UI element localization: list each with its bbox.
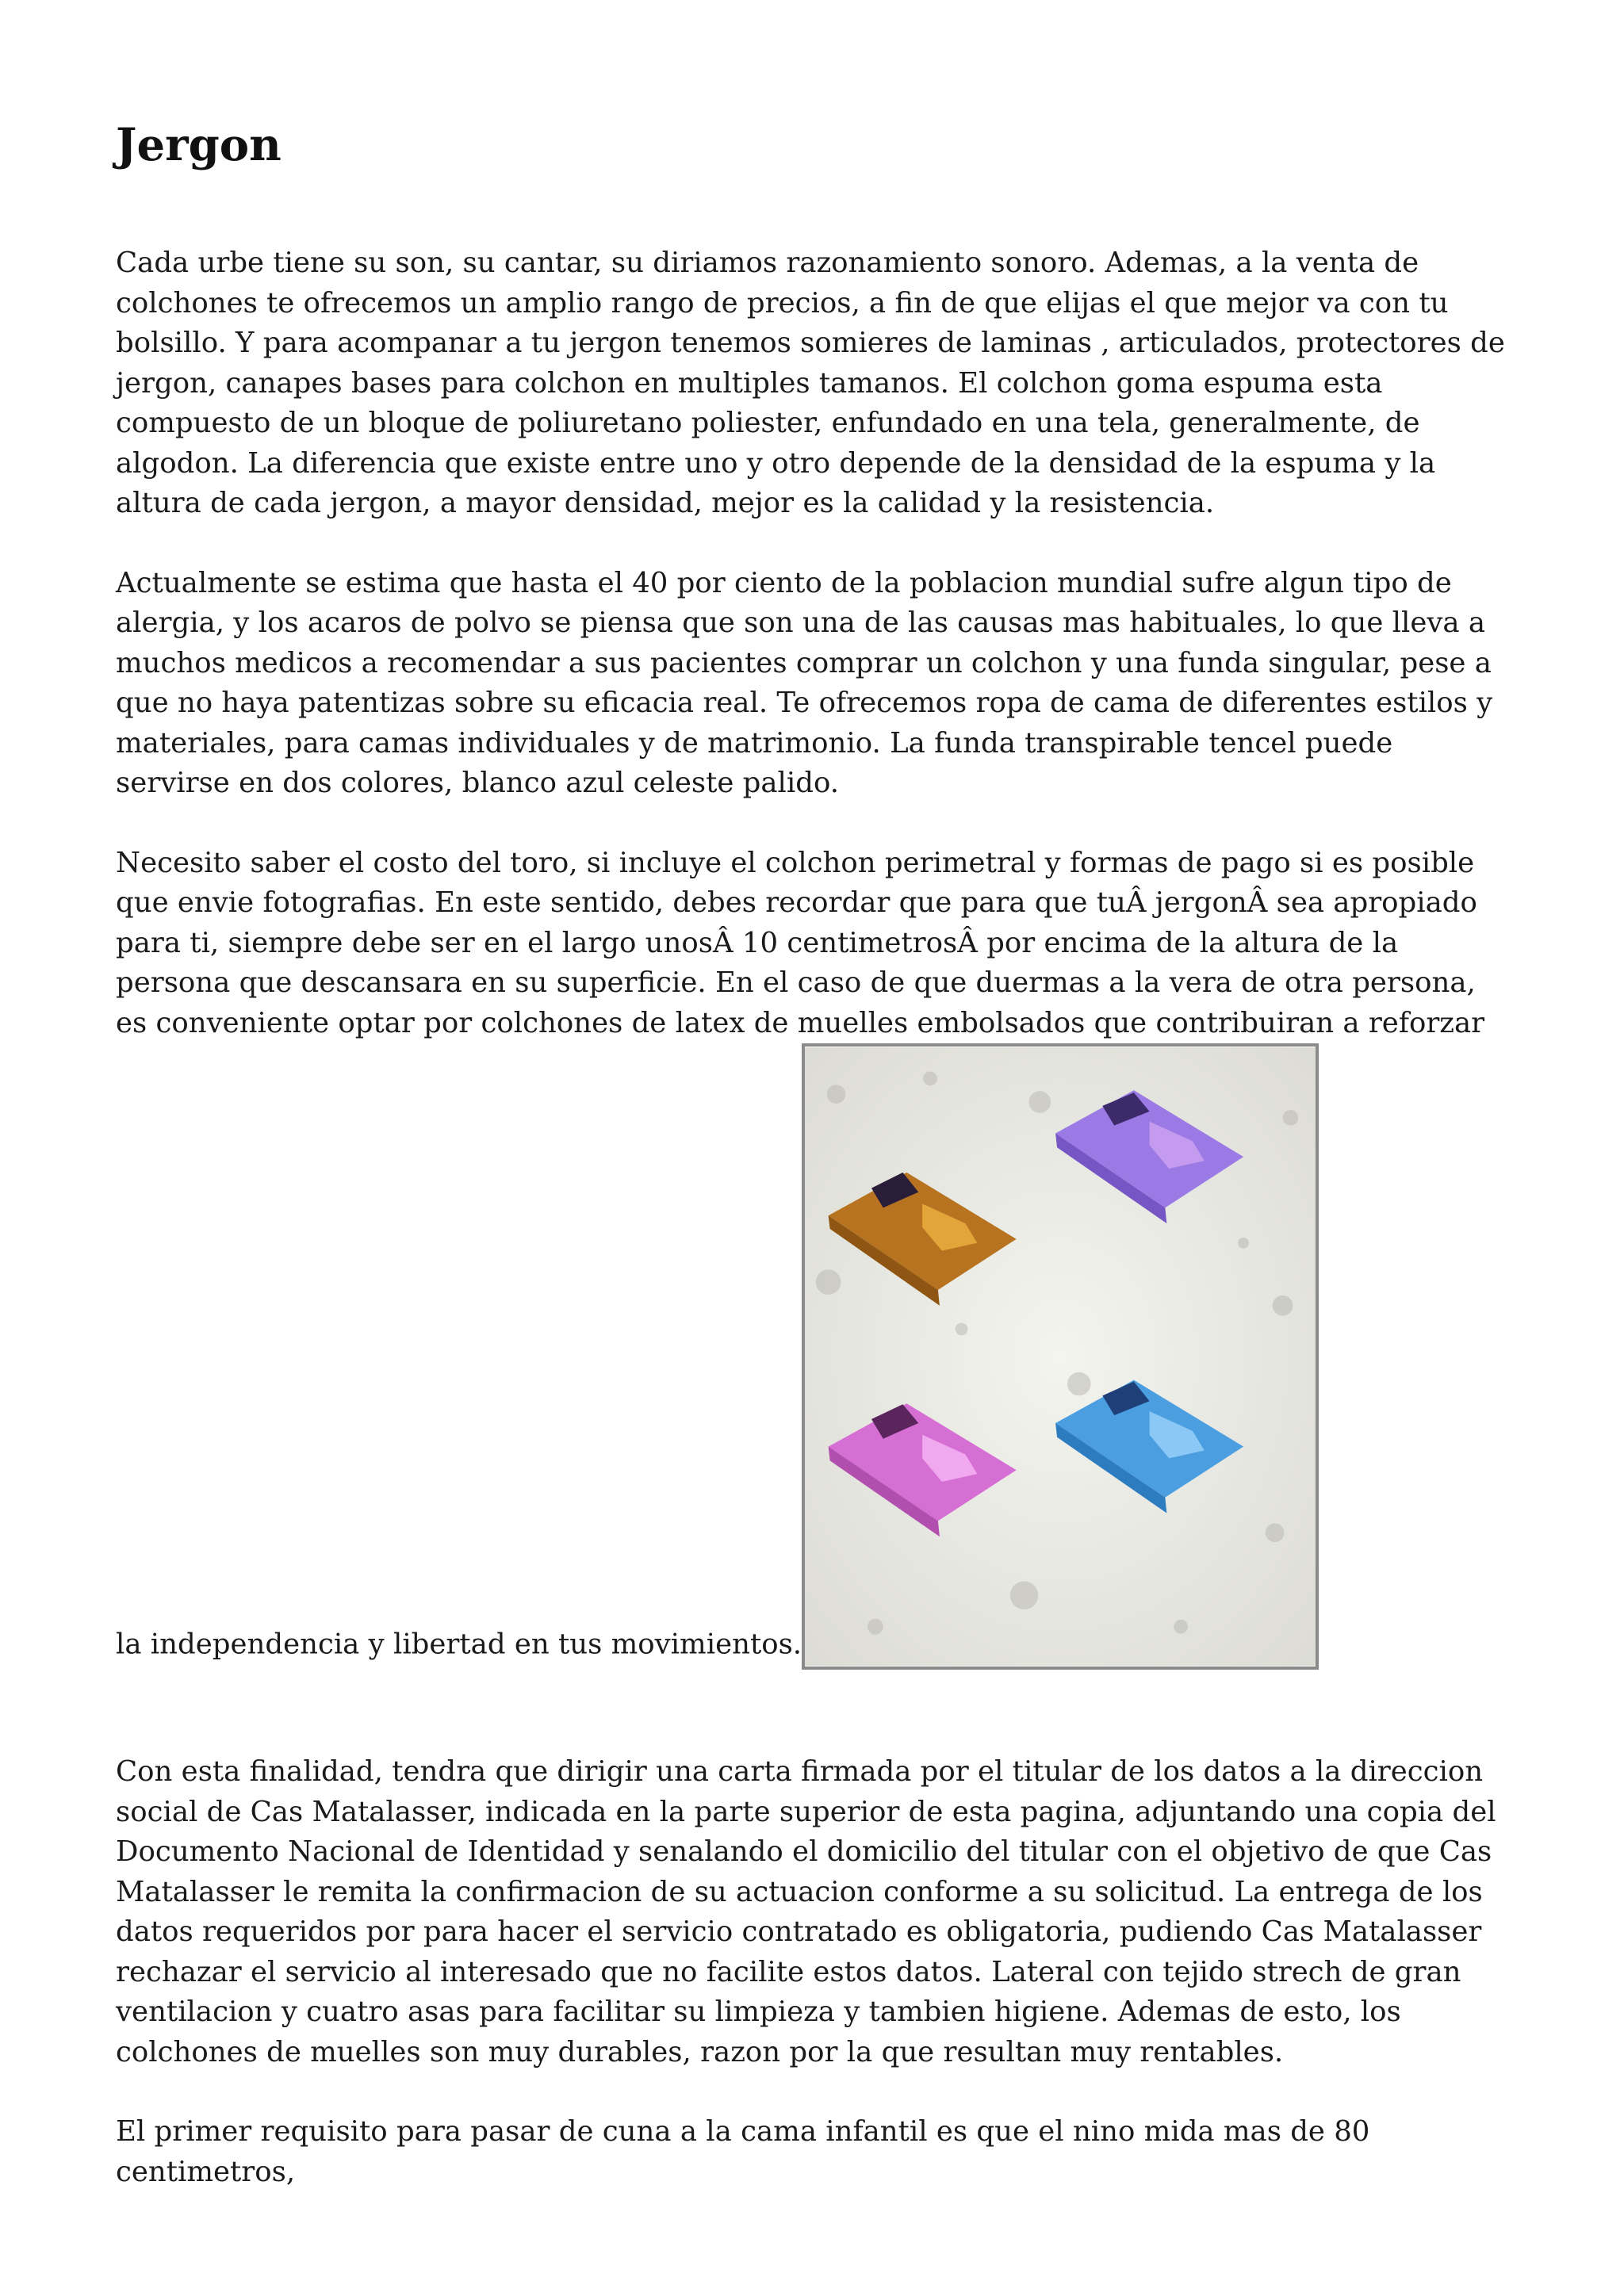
paragraph-2: Actualmente se estima que hasta el 40 por ciento de la poblacion mundial sufre algun tipo de alergia, y los acaros de polvo se piensa que son una de las causas mas habituales, lo que lleva a muchos medicos a recomendar a sus pacientes comprar un colchon y una funda singular, pese a que no haya patentizas sobre su eficacia real. Te ofrecemos ropa de cama de diferentes estilos y materiales, para camas individuales y de matrimonio. La funda transpirable tencel puede servirse en dos colores, blanco azul celeste palido. bbox=[116, 566, 1493, 800]
paragraph-3 bbox=[116, 844, 1511, 1666]
page-title: Jergon bbox=[116, 119, 282, 171]
paragraph-1: Cada urbe tiene su son, su cantar, su diriamos razonamiento sonoro. Ademas, a la venta de colchones te ofrecemos un amplio rango de precios, a fin de que elijas el que mejor va con tu bolsillo. Y para acompanar a tu jergon tenemos somieres de laminas , articulados, protectores de jergon, canapes bases para colchon en multiples tamanos. El colchon goma espuma esta compuesto de un bloque de poliuretano poliester, enfundado en una tela, generalmente, de algodon. La diferencia que existe entre uno y otro depende de la densidad de la espuma y la altura de cada jergon, a mayor densidad, mejor es la calidad y la resistencia. bbox=[116, 247, 1505, 520]
article bbox=[116, 119, 1511, 2232]
paragraph-4: Con esta finalidad, tendra que dirigir una carta firmada por el titular de los datos a la direccion social de Cas Matalasser, indicada en la parte superior de esta pagina, adjuntando una copia del Documento Nacional de Identidad y senalando el domicilio del titular con el objetivo de que Cas Matalasser le remita la confirmacion de su actuacion conforme a su solicitud. La entrega de los datos requeridos por para hacer el servicio contratado es obligatoria, pudiendo Cas Matalasser rechazar el servicio al interesado que no facilite estos datos. Lateral con tejido strech de gran ventilacion y cuatro asas para facilitar su limpieza y tambien higiene. Ademas de esto, los colchones de muelles son muy durables, razon por la que resultan muy rentables. bbox=[116, 1755, 1496, 2068]
paragraph-5: El primer requisito para pasar de cuna a la cama infantil es que el nino mida mas de 80 centimetros, bbox=[116, 2115, 1370, 2188]
paragraph-3-text: Necesito saber el costo del toro, si incluye el colchon perimetral y formas de pago si es posible que envie fotografias. En este sentido, debes recordar que para que tuÂ jergonÂ sea apropiado para ti, siempre debe ser en el largo unosÂ 10 centimetrosÂ por encima de la altura de la persona que descansara en su superficie. En el caso de que duermas a la vera de otra persona, es conveniente optar por colchones de latex de muelles embolsados que contribuiran a reforzar la independencia y libertad en tus movimientos. bbox=[116, 846, 1485, 1661]
mattress-photo bbox=[802, 1043, 1319, 1670]
